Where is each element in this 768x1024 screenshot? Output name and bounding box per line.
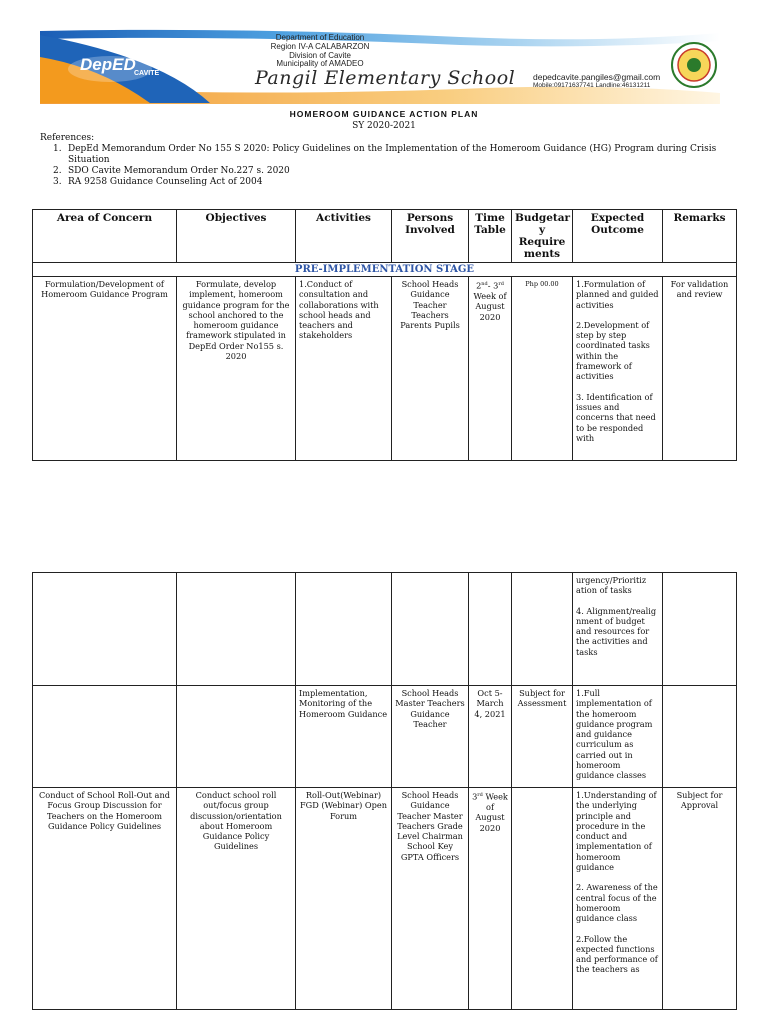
header-remarks: Remarks [663,210,737,263]
cell-outcome: urgency/Prioritiz ation of tasks 4. Alignment/realig nment of budget and resources for the activities and tasks [573,573,663,686]
table-row [33,573,737,686]
header-persons-involved: Persons Involved [392,210,469,263]
stage-row [33,263,737,277]
cell-area [33,686,177,788]
cell-time: 2nd- 3rd Week of August 2020 [469,277,512,461]
cell-remarks [663,686,737,788]
cell-persons: School Heads Guidance Teacher Master Teachers Grade Level Chairman School Key GPTA Officers [392,788,469,1010]
cell-activities [296,573,392,686]
header-budgetary-requirements: Budgetar y Require ments [512,210,573,263]
cell-persons: School Heads Master Teachers Guidance Teacher [392,686,469,788]
deped-logo-text: DepED [80,55,136,74]
header-activities: Activities [296,210,392,263]
cell-objectives: Formulate, develop implement, homeroom guidance program for the school anchored to the homeroom guidance framework stipulated in DepEd Order No155 s. 2020 [177,277,296,461]
cell-outcome: 1.Understanding of the underlying principle and procedure in the conduct and implementation of homeroom guidance 2. Awareness of the central focus of the homeroom guidance class 2.Follow the expected functions and performance of the teachers as [573,788,663,1010]
school-year: SY 2020-2021 [352,121,416,131]
cell-budget: Php 00.00 [512,277,573,461]
school-name: Pangil Elementary School [255,67,516,89]
table-row [33,788,737,1010]
cell-time: 3rd Week of August 2020 [469,788,512,1010]
table-header-row [33,210,737,263]
cell-time: Oct 5- March 4, 2021 [469,686,512,788]
cell-budget: Subject for Assessment [512,686,573,788]
cell-activities: Roll-Out(Webinar) FGD (Webinar) Open Forum [296,788,392,1010]
header-banner [40,27,720,104]
document-title: HOMEROOM GUIDANCE ACTION PLAN [289,109,479,119]
cell-outcome: 1.Full implementation of the homeroom guidance program and guidance curriculum as carried out in homeroom guidance classes [573,686,663,788]
cell-objectives [177,573,296,686]
cell-time [469,573,512,686]
department-line: Department of Education [275,33,365,42]
cell-objectives [177,686,296,788]
cell-remarks: Subject for Approval [663,788,737,1010]
division-line: Division of Cavite [289,51,351,60]
cell-remarks: For validation and review [663,277,737,461]
cell-budget [512,573,573,686]
cell-persons [392,573,469,686]
cell-objectives: Conduct school roll out/focus group discussion/orientation about Homeroom Guidance Policy Guidelines [177,788,296,1010]
references-list [53,144,733,188]
school-email: depedcavite.pangiles@gmail.com [533,72,661,82]
cavite-logo-text: CAVITE [134,70,160,77]
table-row [33,277,737,461]
cell-activities: Implementation, Monitoring of the Homeroom Guidance [296,686,392,788]
municipality-line: Municipality of AMADEO [276,59,364,68]
cell-outcome: 1.Formulation of planned and guided activities 2.Development of step by step coordinated tasks within the framework of activities 3. Identification of issues and concerns that need to be responded with [573,277,663,461]
header-area-of-concern: Area of Concern [33,210,177,263]
cell-activities: 1.Conduct of consultation and collaborations with school heads and teachers and stakeholders [296,277,392,461]
header-time-table: Time Table [469,210,512,263]
cell-area: Conduct of School Roll-Out and Focus Group Discussion for Teachers on the Homeroom Guidance Policy Guidelines [33,788,177,1010]
action-plan-table-page1 [32,209,737,461]
region-line: Region IV-A CALABARZON [270,42,370,51]
cell-persons: School Heads Guidance Teacher Teachers Parents Pupils [392,277,469,461]
cell-area [33,573,177,686]
school-phone: Mobile:09171637741 Landline:46131211 [533,82,651,89]
cell-remarks [663,573,737,686]
references-label: References: [40,133,95,143]
stage-label: PRE-IMPLEMENTATION STAGE [33,263,737,277]
action-plan-table-page2 [32,572,737,1010]
table-row [33,686,737,788]
cell-area: Formulation/Development of Homeroom Guidance Program [33,277,177,461]
header-objectives: Objectives [177,210,296,263]
reference-item: 2. SDO Cavite Memorandum Order No.227 s. 2020 [53,166,290,176]
header-expected-outcome: Expected Outcome [573,210,663,263]
reference-item: 3. RA 9258 Guidance Counseling Act of 2004 [53,177,263,187]
reference-item: 1. DepEd Memorandum Order No 155 S 2020: Policy Guidelines on the Implementation of the Homeroom Guidance (HG) Program during Crisis Situation [53,144,717,165]
cell-budget [512,788,573,1010]
